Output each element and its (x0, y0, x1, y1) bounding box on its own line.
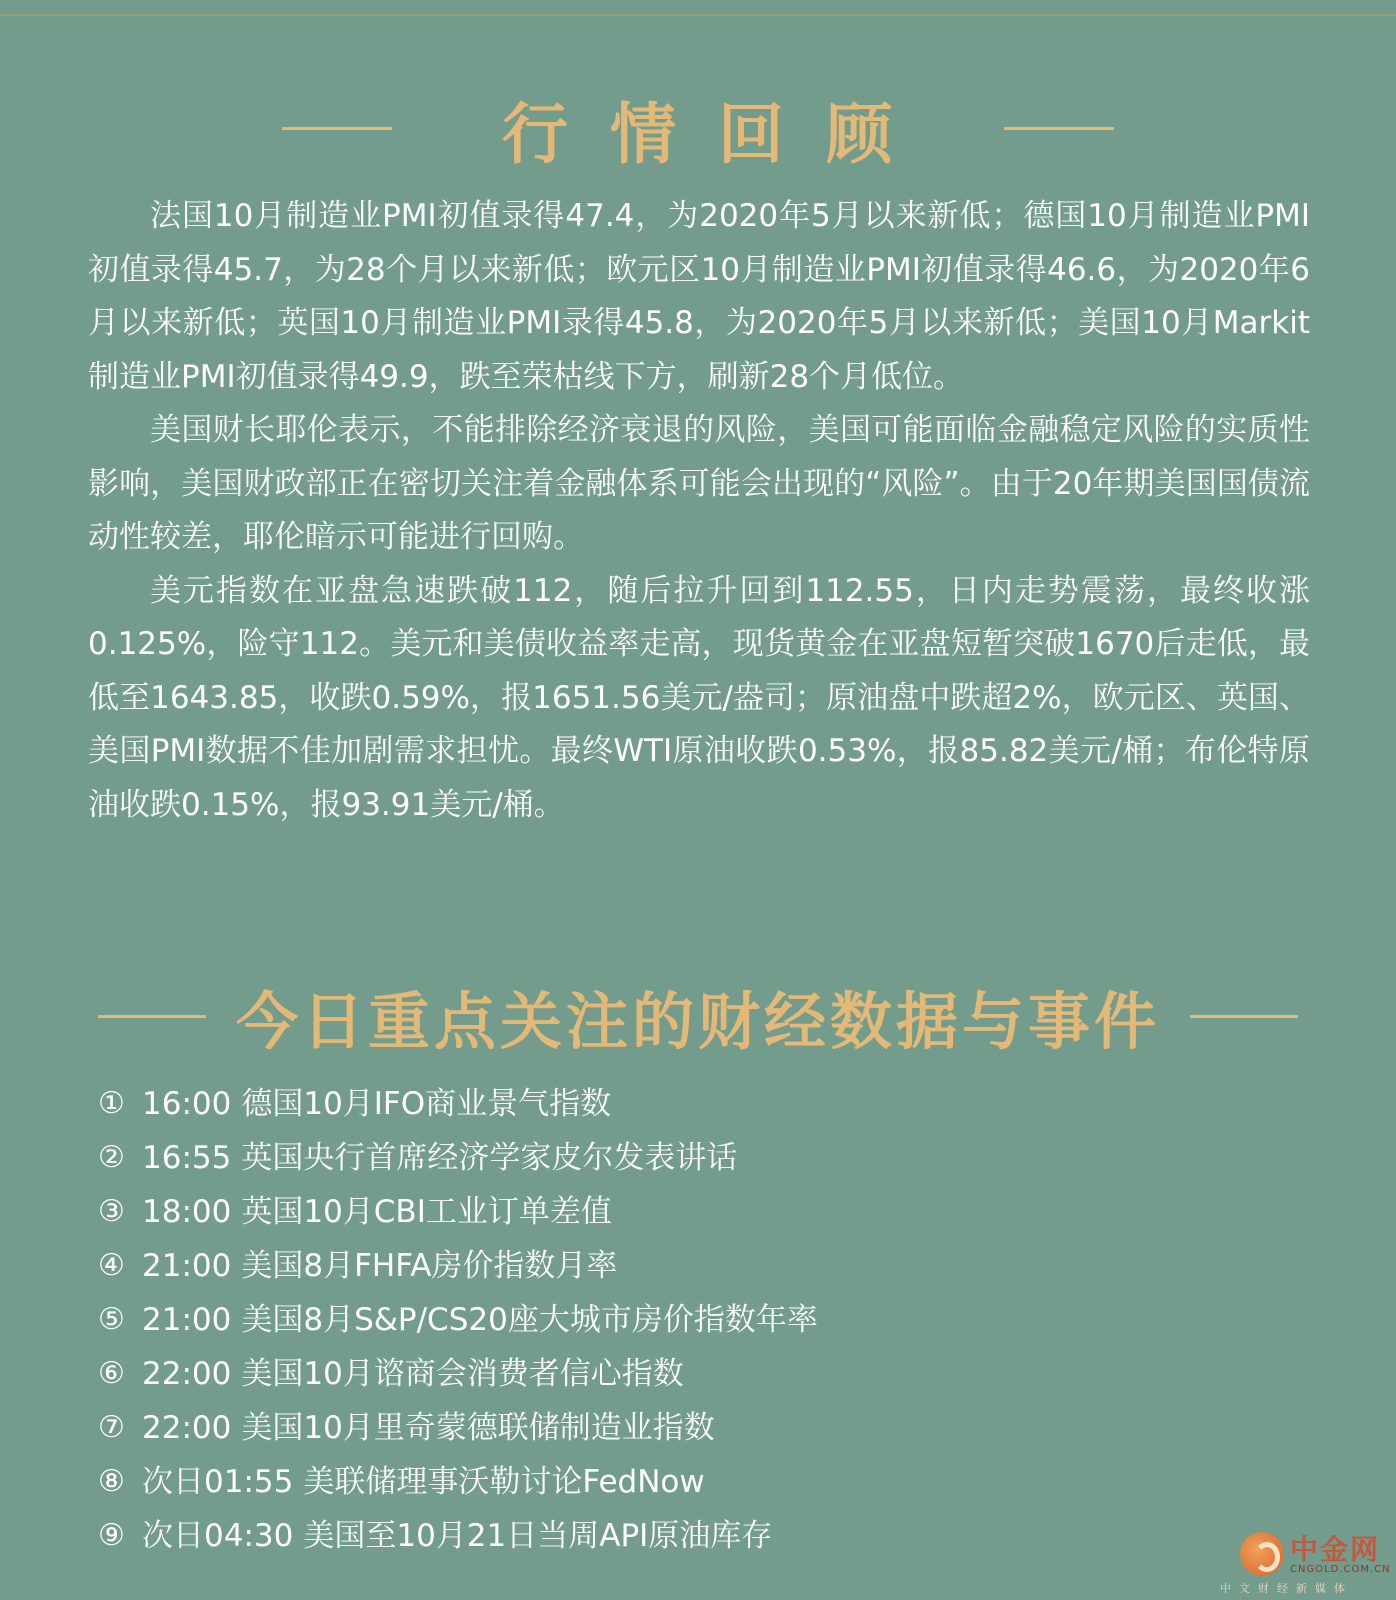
heading-rule-left (98, 1015, 206, 1018)
event-number: ⑥ (98, 1356, 125, 1391)
logo-domain: CNGOLD.COM.CN (1290, 1564, 1391, 1575)
event-text: 美国8月S&P/CS20座大城市房价指数年率 (241, 1302, 818, 1338)
event-time: 次日01:55 (142, 1464, 294, 1500)
event-text: 美国10月谘商会消费者信心指数 (241, 1356, 684, 1392)
event-time: 16:00 (142, 1086, 232, 1122)
event-item (98, 1509, 1198, 1563)
event-number: ③ (98, 1194, 125, 1229)
event-item (98, 1347, 1198, 1401)
logo-name: 中金网 (1290, 1533, 1381, 1566)
event-text: 美国10月里奇蒙德联储制造业指数 (241, 1410, 715, 1446)
review-paragraph: 美元指数在亚盘急速跌破112，随后拉升回到112.55，日内走势震荡，最终收涨0.125%，险守112。美元和美债收益率走高，现货黄金在亚盘短暂突破1670后走低，最低至1643.85，收跌0.59%，报1651.56美元/盎司；原油盘中跌超2%，欧元区、英国、美国PMI数据不佳加剧需求担忧。最终WTI原油收跌0.53%，报85.82美元/桶；布伦特原油收跌0.15%，报93.91美元/桶。 (88, 572, 1310, 823)
event-number: ① (98, 1086, 125, 1121)
review-paragraph: 法国10月制造业PMI初值录得47.4，为2020年5月以来新低；德国10月制造业PMI初值录得45.7，为28个月以来新低；欧元区10月制造业PMI初值录得46.6，为2020年6月以来新低；英国10月制造业PMI录得45.8，为2020年5月以来新低；美国10月Markit制造业PMI初值录得49.9，跌至荣枯线下方，刷新28个月低位。 (88, 198, 1310, 395)
heading-rule-right (1190, 1015, 1298, 1018)
event-item (98, 1401, 1198, 1455)
review-paragraph: 美国财长耶伦表示，不能排除经济衰退的风险，美国可能面临金融稳定风险的实质性影响，美国财政部正在密切关注着金融体系可能会出现的“风险”。由于20年期美国国债流动性较差，耶伦暗示可能进行回购。 (88, 412, 1310, 555)
events-heading (0, 976, 1396, 1056)
cngold-logo-icon (1240, 1532, 1284, 1576)
event-text: 德国10月IFO商业景气指数 (241, 1086, 612, 1122)
event-time: 21:00 (142, 1248, 232, 1284)
event-item (98, 1293, 1198, 1347)
event-text: 美联储理事沃勒讨论FedNow (303, 1464, 705, 1500)
events-title: 今日重点关注的财经数据与事件 (235, 984, 1160, 1058)
event-number: ④ (98, 1248, 125, 1283)
event-number: ⑤ (98, 1302, 125, 1337)
event-text: 英国央行首席经济学家皮尔发表讲话 (241, 1140, 738, 1176)
events-list (98, 1077, 1198, 1563)
event-item (98, 1185, 1198, 1239)
event-item (98, 1077, 1198, 1131)
event-time: 22:00 (142, 1356, 232, 1392)
top-divider (0, 14, 1396, 16)
event-time: 次日04:30 (142, 1518, 294, 1554)
event-number: ⑨ (98, 1518, 125, 1553)
event-item (98, 1239, 1198, 1293)
event-text: 英国10月CBI工业订单差值 (241, 1194, 612, 1230)
event-time: 22:00 (142, 1410, 232, 1446)
event-number: ⑧ (98, 1464, 125, 1499)
event-number: ② (98, 1140, 125, 1175)
heading-rule-right (1004, 127, 1114, 130)
event-number: ⑦ (98, 1410, 125, 1445)
review-heading (0, 88, 1396, 173)
event-item (98, 1131, 1198, 1185)
logo-tagline: 中文财经新媒体 (1220, 1582, 1353, 1595)
review-title: 行情回顾 (502, 94, 934, 173)
cngold-logo (1220, 1526, 1391, 1596)
heading-rule-left (282, 127, 392, 130)
event-time: 16:55 (142, 1140, 232, 1176)
market-review (88, 190, 1310, 832)
event-item (98, 1455, 1198, 1509)
event-time: 18:00 (142, 1194, 232, 1230)
event-time: 21:00 (142, 1302, 232, 1338)
event-text: 美国8月FHFA房价指数月率 (241, 1248, 618, 1284)
event-text: 美国至10月21日当周API原油库存 (303, 1518, 773, 1554)
